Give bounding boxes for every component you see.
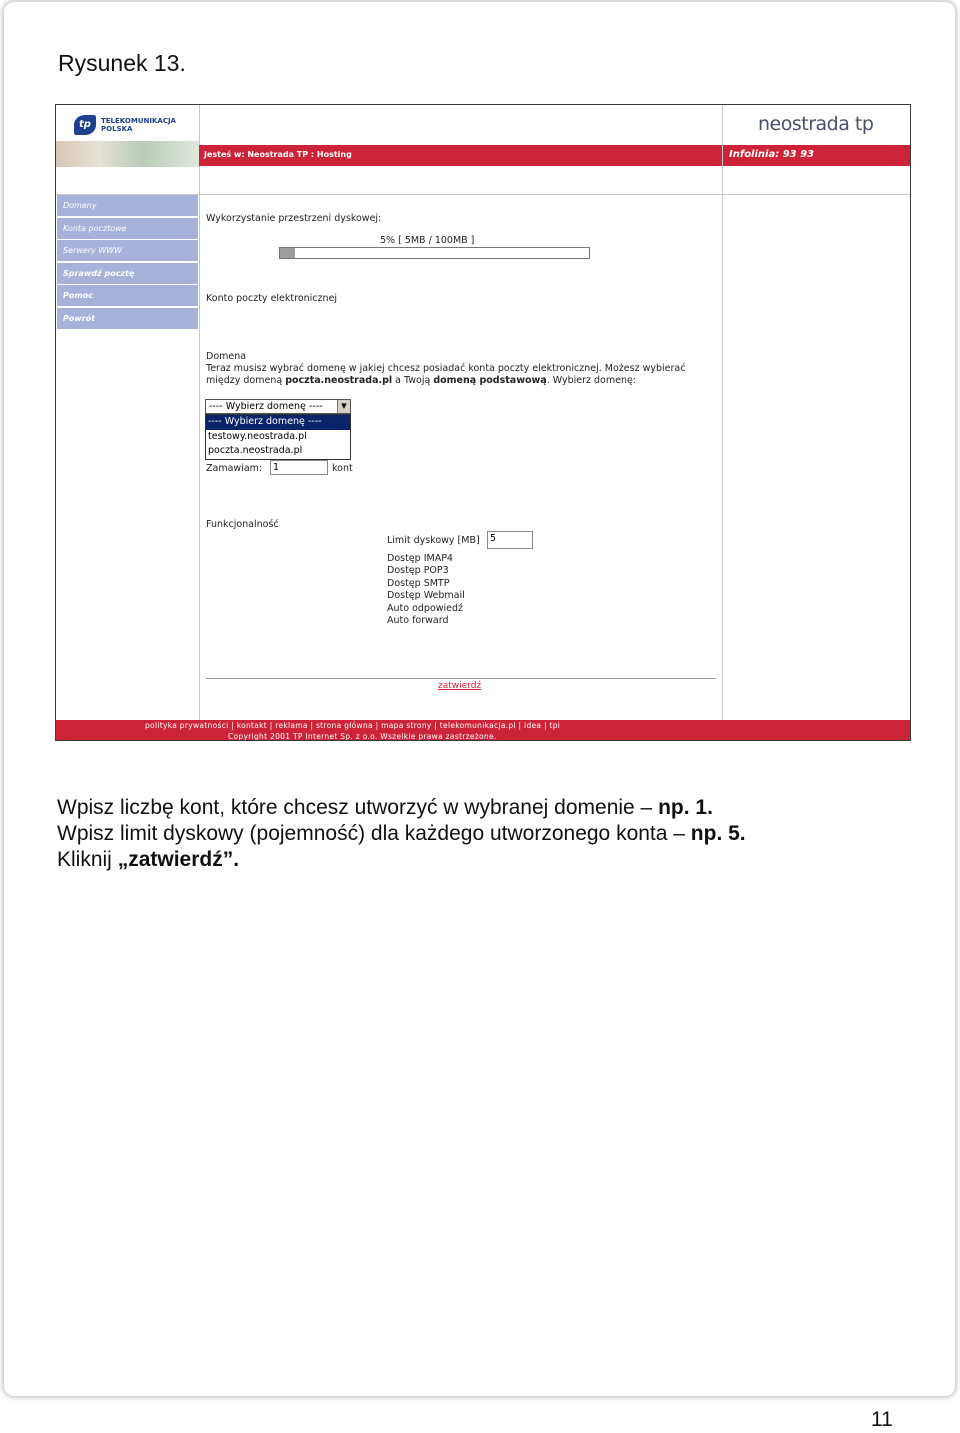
account-section-title: Konto poczty elektronicznej	[206, 293, 338, 304]
sidebar-item-pomoc[interactable]: Pomoc	[57, 285, 198, 306]
footer-links[interactable]: polityka prywatności | kontakt | reklama | strona główna | mapa strony | telekomunikacja.pl | idea | tpi	[145, 721, 561, 730]
domain-text-1: Teraz musisz wybrać domenę w jakiej chcesz posiadać konta poczty elektronicznej. Możesz wybierać między domeną	[206, 363, 686, 386]
page-number: 11	[871, 1408, 893, 1431]
sidebar-item-sprawdz-poczte[interactable]: Sprawdź pocztę	[57, 263, 198, 284]
footer-copyright: Copyright 2001 TP Internet Sp. z o.o. Wszelkie prawa zastrzeżone.	[228, 732, 497, 741]
limit-label: Limit dyskowy [MB]	[387, 535, 480, 546]
brand-logo: neostrada tp	[758, 113, 874, 135]
usage-title: Wykorzystanie przestrzeni dyskowej:	[206, 213, 382, 224]
domain-description	[206, 363, 686, 386]
logo-area	[56, 105, 199, 167]
feature-item: Dostęp IMAP4	[387, 553, 453, 564]
tp-logo-icon: tp	[74, 115, 96, 135]
order-label: Zamawiam:	[206, 463, 263, 474]
domain-dropdown-list	[205, 414, 351, 460]
order-count-input[interactable]: 1	[270, 460, 328, 475]
browser-screenshot	[55, 104, 911, 741]
domain-heading: Domena	[206, 351, 247, 362]
instruction-line-1	[57, 796, 713, 820]
domain-option[interactable]: ---- Wybierz domenę ----	[206, 415, 350, 430]
sidebar-item-domeny[interactable]: Domeny	[57, 195, 198, 216]
instruction-1-text: Wpisz liczbę kont, które chcesz utworzyć w wybranej domenie –	[57, 796, 659, 819]
feature-item: Auto odpowiedź	[387, 603, 464, 614]
domain-option-podstawowa: domeną podstawową	[433, 374, 547, 386]
feature-item: Auto forward	[387, 615, 449, 626]
features-heading: Funkcjonalność	[206, 519, 279, 530]
domain-option-poczta: poczta.neostrada.pl	[285, 374, 393, 386]
sidebar-nav	[57, 195, 198, 330]
feature-item: Dostęp SMTP	[387, 578, 450, 589]
submit-divider	[206, 678, 716, 679]
figure-caption: Rysunek 13.	[58, 50, 186, 76]
feature-item: Dostęp POP3	[387, 565, 449, 576]
usage-progress-bar	[279, 247, 590, 259]
usage-progress-fill	[280, 248, 295, 258]
sidebar-item-konta-pocztowe[interactable]: Konta pocztowe	[57, 218, 198, 239]
logo-text: TELEKOMUNIKACJA POLSKA	[101, 117, 176, 133]
feature-item: Dostęp Webmail	[387, 590, 465, 601]
domain-text-2: a Twoją	[392, 374, 434, 386]
header-photo	[56, 141, 199, 167]
chevron-down-icon[interactable]: ▼	[337, 400, 350, 413]
right-column-divider	[722, 105, 723, 720]
domain-text-3: . Wybierz domenę:	[546, 374, 637, 386]
instruction-3-text: Kliknij	[57, 848, 118, 871]
instruction-1-bold: np. 1.	[658, 796, 713, 819]
breadcrumb: Jesteś w: Neostrada TP : Hosting	[204, 150, 352, 159]
domain-select[interactable]	[205, 399, 351, 414]
submit-link[interactable]: zatwierdź	[438, 681, 482, 691]
sidebar-item-powrot[interactable]: Powrót	[57, 308, 198, 329]
usage-value: 5% [ 5MB / 100MB ]	[380, 235, 475, 246]
instruction-3-bold: „zatwierdź”.	[117, 848, 240, 871]
instruction-2-bold: np. 5.	[690, 822, 746, 845]
infolinia-text: Infolinia: 93 93	[729, 149, 815, 160]
domain-option[interactable]: poczta.neostrada.pl	[208, 445, 303, 456]
instruction-line-3	[57, 848, 239, 872]
order-unit: kont	[332, 463, 353, 474]
instruction-line-2	[57, 822, 746, 846]
limit-input[interactable]: 5	[487, 531, 533, 549]
sidebar-item-serwery-www[interactable]: Serwery WWW	[57, 240, 198, 261]
left-column-divider	[199, 105, 200, 720]
domain-option[interactable]: testowy.neostrada.pl	[208, 430, 307, 442]
instruction-2-text: Wpisz limit dyskowy (pojemność) dla każdego utworzonego konta –	[57, 822, 691, 845]
domain-select-value: ---- Wybierz domenę ----	[209, 401, 323, 412]
